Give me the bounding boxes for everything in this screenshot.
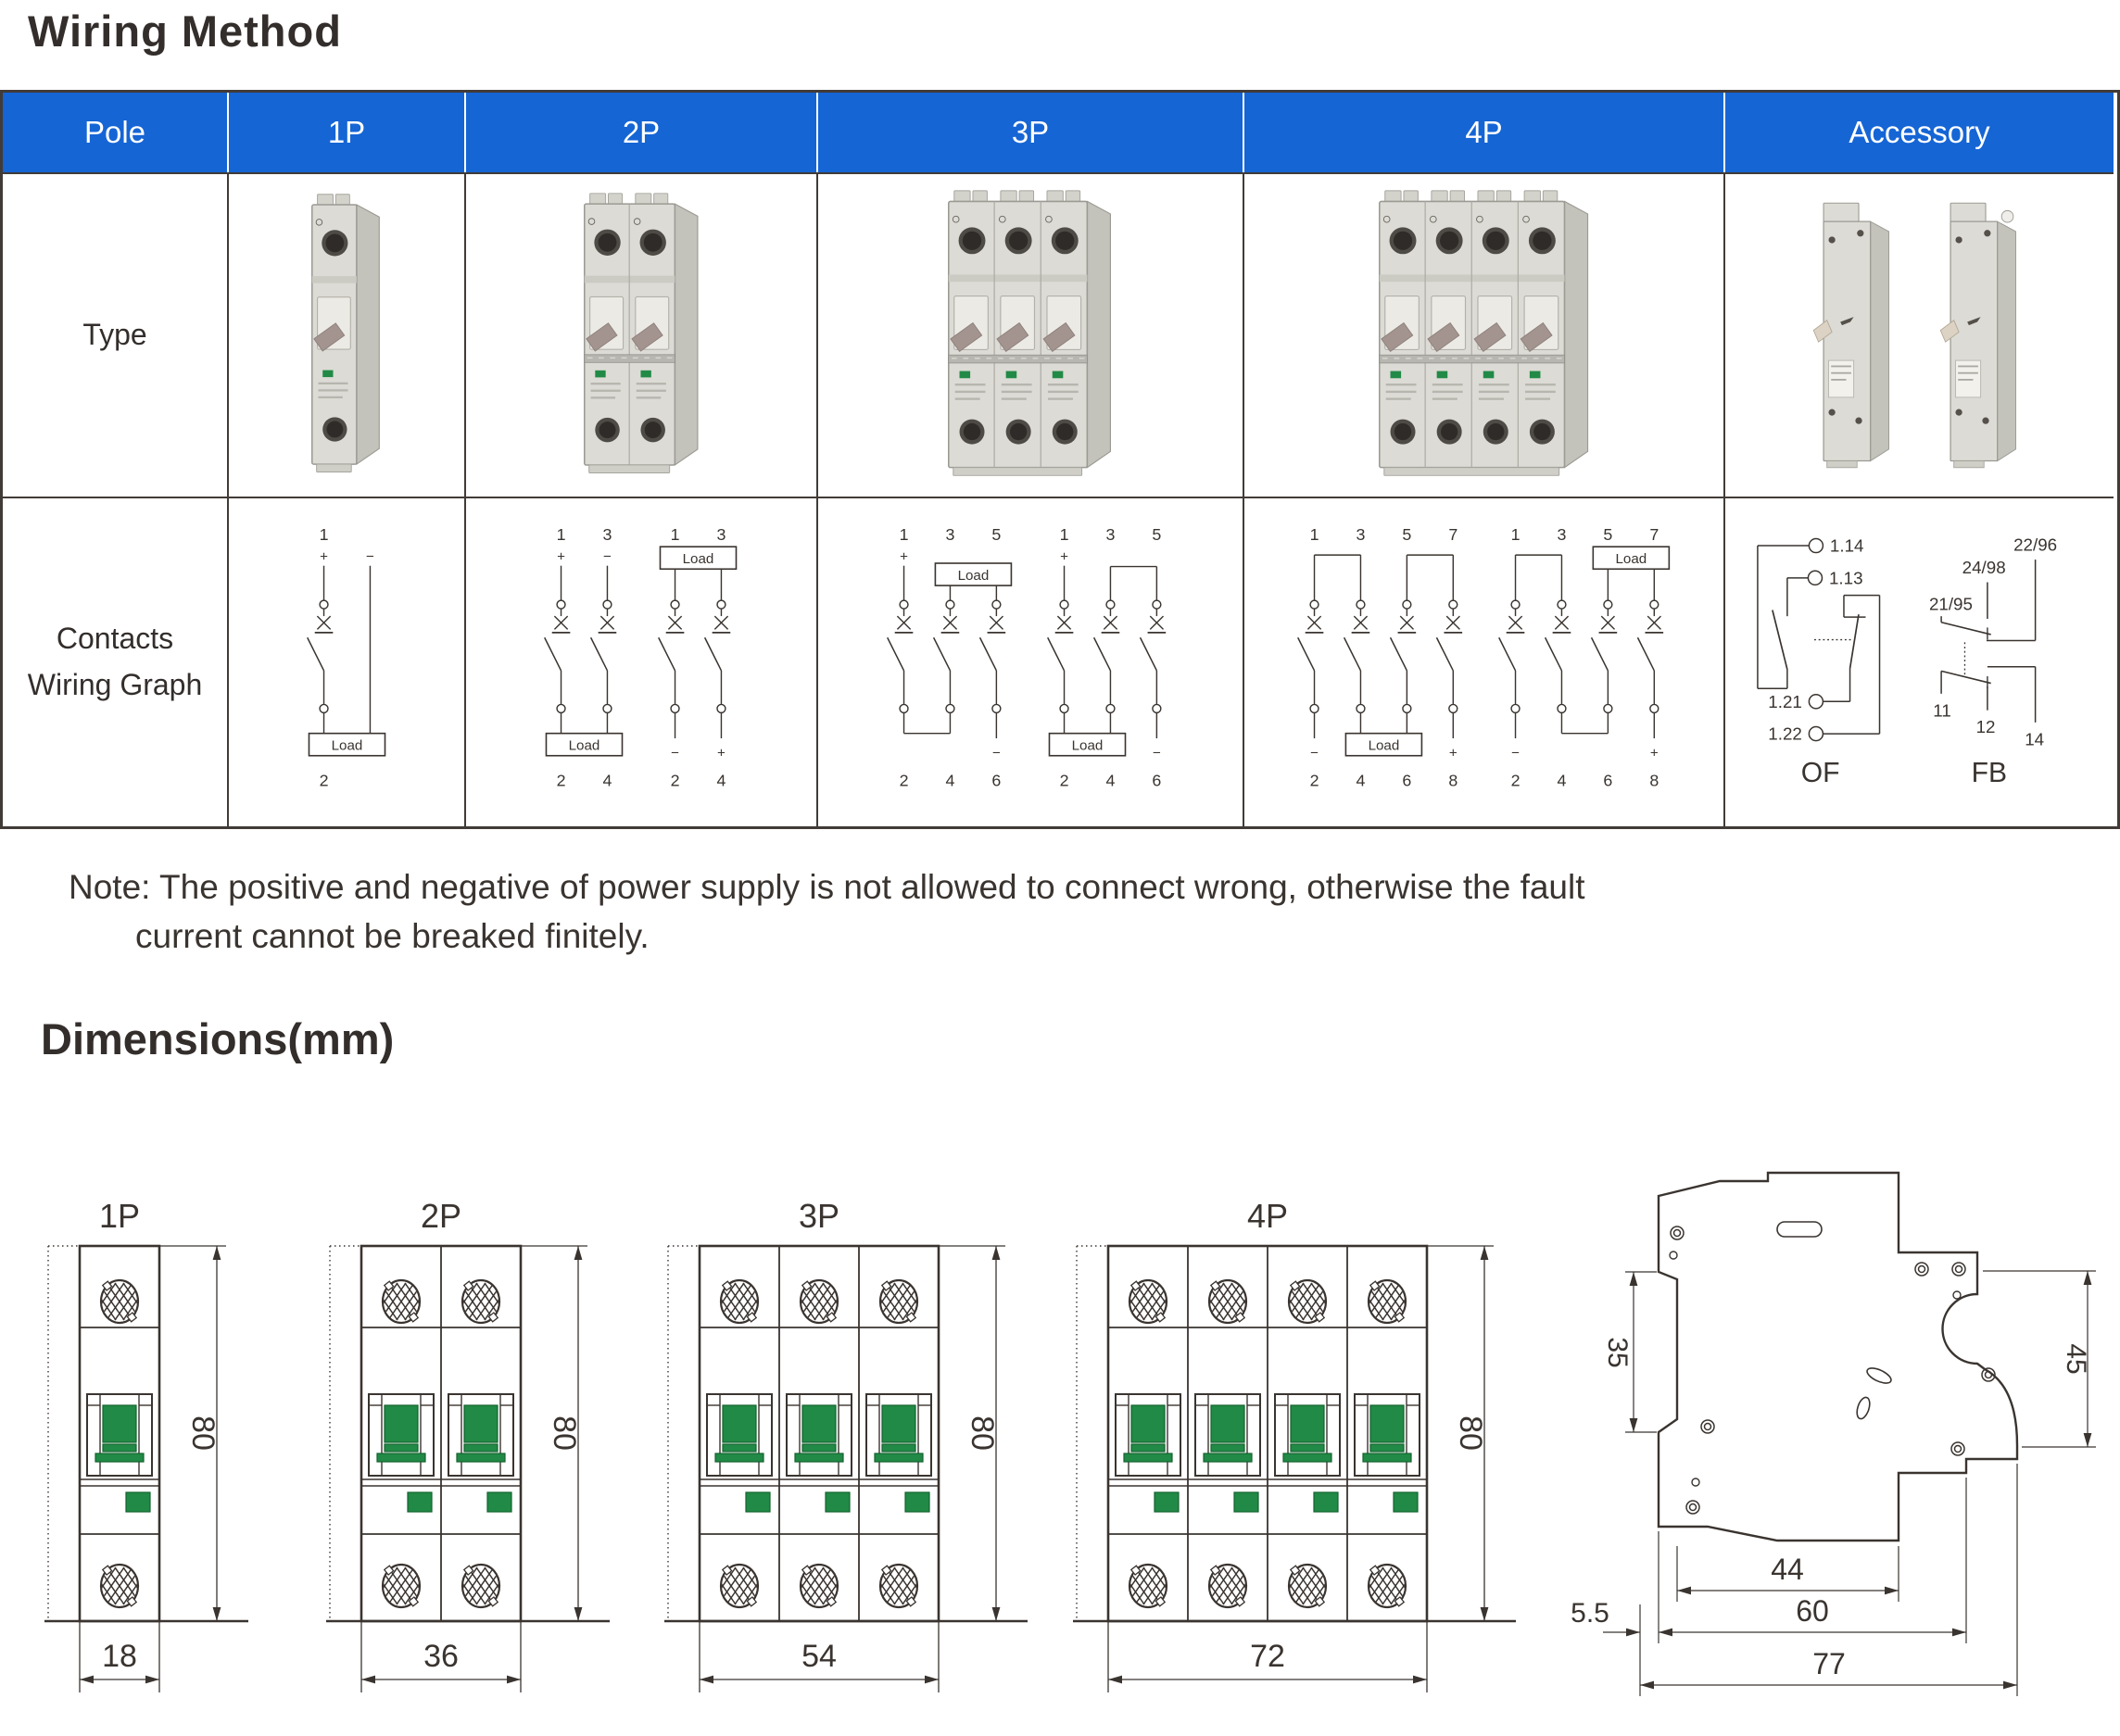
svg-text:80: 80 (185, 1415, 221, 1451)
svg-text:+: + (1649, 745, 1659, 761)
svg-text:1: 1 (899, 525, 909, 545)
wiring-diagram-4p-a (1288, 525, 1480, 799)
breaker-photo-2p (584, 190, 700, 481)
svg-text:80: 80 (1453, 1415, 1488, 1451)
col-header-2p: 2P (466, 93, 818, 172)
wiring-diagram-3p-a (877, 525, 1023, 799)
svg-text:−: − (603, 548, 612, 565)
svg-text:18: 18 (102, 1639, 137, 1674)
breaker-photo-1p (311, 191, 381, 480)
svg-text:−: − (1309, 745, 1319, 761)
svg-text:−: − (365, 548, 374, 565)
svg-text:4P: 4P (1246, 1198, 1289, 1235)
svg-text:22/96: 22/96 (2013, 535, 2057, 555)
svg-text:5: 5 (1602, 525, 1612, 545)
svg-text:Load: Load (957, 567, 990, 584)
svg-text:Load: Load (682, 551, 714, 568)
svg-text:Load: Load (1614, 551, 1647, 568)
svg-text:2: 2 (1309, 771, 1319, 790)
wiring-diagram-2p-b (649, 525, 748, 799)
svg-text:OF: OF (1800, 757, 1839, 788)
svg-text:2: 2 (1059, 771, 1069, 790)
svg-text:5: 5 (1402, 525, 1412, 545)
wiring-diagram-2p-a (535, 525, 634, 799)
svg-text:3: 3 (945, 525, 955, 545)
svg-text:2: 2 (1510, 771, 1520, 790)
breaker-photo-3p (948, 187, 1112, 484)
svg-text:+: + (319, 548, 328, 565)
svg-text:8: 8 (1648, 771, 1659, 790)
svg-text:14: 14 (2024, 729, 2044, 749)
svg-text:−: − (992, 745, 1001, 761)
page-title: Wiring Method (28, 6, 342, 56)
dimension-drawing-3p (661, 1198, 1031, 1705)
svg-text:4: 4 (602, 771, 612, 790)
svg-text:80: 80 (965, 1415, 1000, 1451)
svg-text:Load: Load (1071, 737, 1104, 754)
svg-text:−: − (1152, 745, 1161, 761)
svg-text:1: 1 (556, 525, 566, 545)
svg-text:1: 1 (319, 525, 328, 545)
col-header-pole: Pole (3, 93, 229, 172)
svg-text:3P: 3P (798, 1198, 840, 1235)
svg-text:7: 7 (1648, 525, 1659, 545)
svg-text:1.14: 1.14 (1829, 535, 1864, 556)
svg-text:44: 44 (1771, 1553, 1804, 1586)
wiring-method-table (0, 90, 2120, 829)
svg-text:4: 4 (716, 771, 726, 790)
svg-text:2: 2 (556, 771, 566, 790)
breaker-photo-4p (1379, 187, 1589, 484)
svg-text:+: + (1448, 745, 1458, 761)
col-header-3p: 3P (818, 93, 1244, 172)
svg-text:2: 2 (899, 771, 909, 790)
svg-text:6: 6 (1152, 771, 1162, 790)
col-header-1p: 1P (229, 93, 466, 172)
svg-text:1: 1 (670, 525, 680, 545)
svg-text:11: 11 (1932, 700, 1951, 721)
svg-text:Load: Load (568, 737, 600, 754)
svg-text:2: 2 (670, 771, 680, 790)
wiring-diagram-4p-b (1489, 525, 1681, 799)
svg-text:2: 2 (319, 771, 328, 790)
note-line-1: Note: The positive and negative of power supply is not allowed to connect wrong, otherwise the fault (69, 868, 1585, 906)
svg-text:60: 60 (1796, 1594, 1829, 1628)
dimension-drawing-1p (41, 1198, 252, 1705)
svg-text:6: 6 (991, 771, 1002, 790)
svg-text:1: 1 (1510, 525, 1520, 545)
svg-text:6: 6 (1402, 771, 1412, 790)
svg-text:FB: FB (1971, 757, 2007, 788)
dimension-drawing-2p (322, 1198, 613, 1705)
contacts-row-label: Contacts Wiring Graph (27, 622, 203, 701)
dimension-drawing-side-profile (1566, 1144, 2103, 1730)
svg-text:3: 3 (1556, 525, 1566, 545)
dimension-drawing-4p (1069, 1198, 1520, 1705)
svg-text:36: 36 (423, 1639, 459, 1674)
accessory-diagram-fb (1928, 532, 2102, 793)
svg-text:3: 3 (602, 525, 612, 545)
svg-text:4: 4 (1105, 771, 1116, 790)
type-row-label: Type (82, 318, 147, 352)
svg-text:77: 77 (1812, 1647, 1846, 1680)
svg-text:2P: 2P (420, 1198, 462, 1235)
svg-text:+: + (900, 548, 909, 565)
svg-text:1.21: 1.21 (1767, 691, 1802, 711)
svg-text:−: − (671, 745, 679, 761)
svg-text:3: 3 (716, 525, 726, 545)
note-line-2: current cannot be breaked finitely. (135, 916, 650, 955)
svg-text:Load: Load (331, 737, 362, 754)
svg-text:3: 3 (1105, 525, 1116, 545)
wiring-diagram-1p (297, 525, 397, 799)
svg-text:5.5: 5.5 (1571, 1598, 1609, 1629)
accessory-diagram-of (1737, 532, 1921, 793)
svg-text:+: + (717, 745, 726, 761)
svg-text:+: + (557, 548, 565, 565)
svg-text:45: 45 (2061, 1343, 2091, 1375)
svg-text:−: − (1510, 745, 1520, 761)
type-row-label-cell (3, 172, 229, 497)
accessory-photo-of (1807, 196, 1906, 474)
accessory-photo-fb (1934, 196, 2033, 474)
svg-text:1P: 1P (98, 1198, 141, 1235)
svg-text:5: 5 (991, 525, 1002, 545)
svg-text:1: 1 (1059, 525, 1069, 545)
svg-text:54: 54 (801, 1639, 837, 1674)
svg-text:3: 3 (1356, 525, 1366, 545)
dimensions-title: Dimensions(mm) (41, 1014, 395, 1063)
svg-text:1.13: 1.13 (1828, 568, 1863, 588)
svg-text:80: 80 (547, 1415, 582, 1451)
svg-text:35: 35 (1602, 1337, 1633, 1368)
note-text (69, 863, 1585, 961)
table-grid (3, 93, 2117, 826)
svg-text:72: 72 (1250, 1639, 1285, 1674)
svg-text:1: 1 (1309, 525, 1319, 545)
col-header-4p: 4P (1244, 93, 1725, 172)
svg-text:Load: Load (1368, 737, 1399, 754)
svg-text:4: 4 (1556, 771, 1566, 790)
svg-text:12: 12 (1975, 717, 1995, 737)
svg-text:8: 8 (1448, 771, 1458, 790)
svg-text:6: 6 (1602, 771, 1612, 790)
svg-text:4: 4 (945, 771, 955, 790)
svg-text:4: 4 (1356, 771, 1366, 790)
svg-text:5: 5 (1152, 525, 1162, 545)
wiring-diagram-3p-b (1038, 525, 1183, 799)
svg-text:+: + (1060, 548, 1068, 565)
svg-text:1.22: 1.22 (1767, 723, 1802, 744)
col-header-accessory: Accessory (1725, 93, 2114, 172)
svg-text:21/95: 21/95 (1928, 594, 1973, 614)
svg-text:7: 7 (1448, 525, 1458, 545)
svg-text:24/98: 24/98 (1962, 558, 2006, 578)
contacts-row-label-cell (3, 497, 229, 826)
